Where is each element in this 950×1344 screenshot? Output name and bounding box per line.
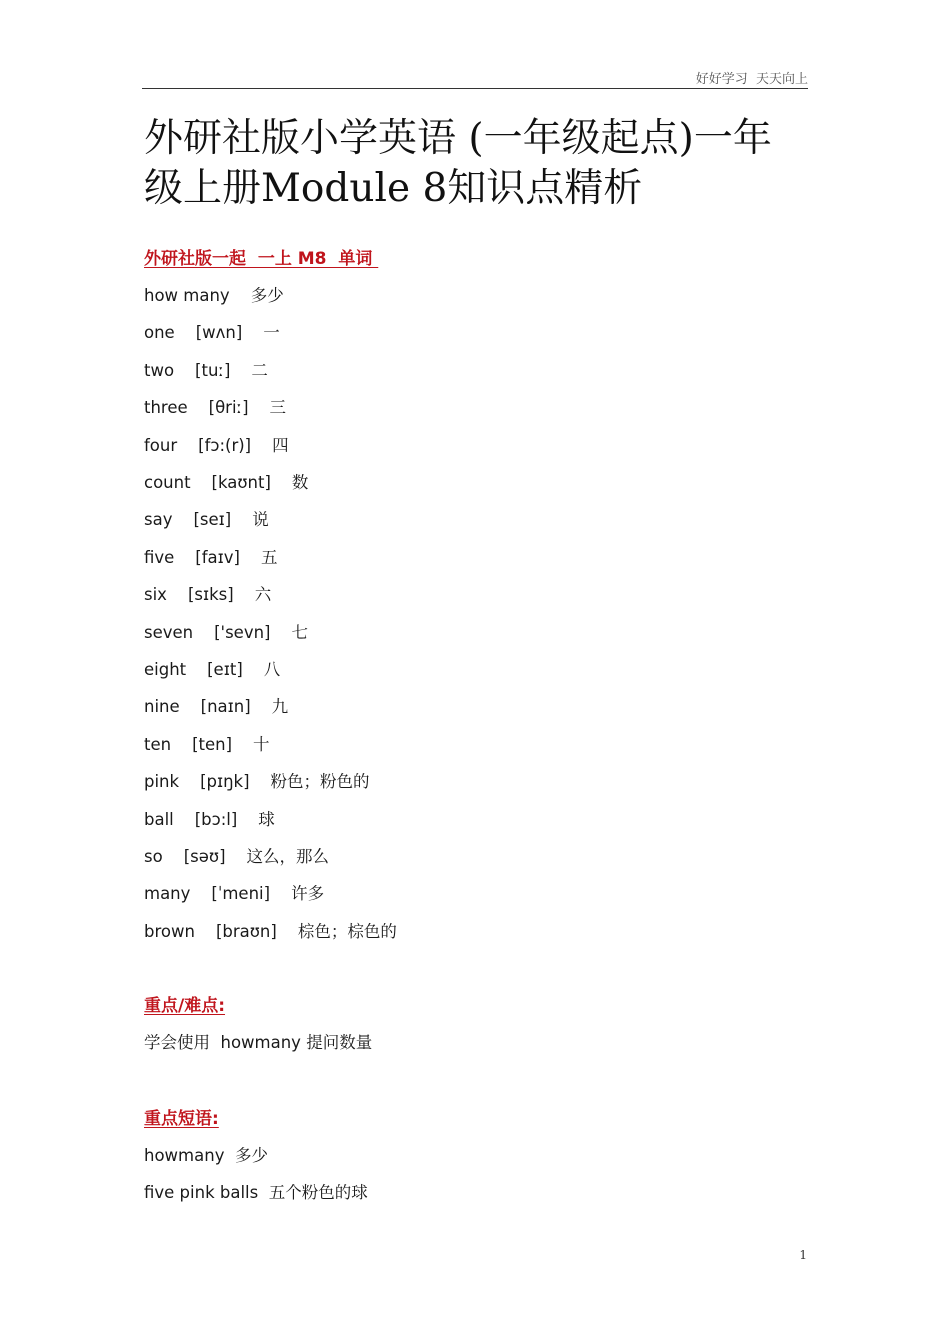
vocabulary-item — [144, 880, 324, 904]
vocabulary-word: say — [144, 510, 173, 530]
vocabulary-phonetic: [kaʊnt] — [211, 473, 271, 492]
vocabulary-word: eight — [144, 660, 187, 679]
page-header-text: 好好学习 天天向上 — [695, 72, 808, 87]
vocabulary-word: two — [144, 360, 175, 380]
vocabulary-word: four — [144, 435, 178, 455]
vocabulary-item — [144, 469, 308, 493]
key-phrase-item — [144, 1142, 268, 1166]
vocabulary-item — [144, 357, 268, 381]
key-phrase-item — [144, 1179, 368, 1203]
vocabulary-word: three — [144, 398, 188, 418]
vocabulary-item — [144, 843, 329, 867]
vocabulary-meaning: 一 — [263, 323, 280, 343]
vocabulary-meaning: 说 — [252, 510, 269, 530]
vocabulary-item — [144, 806, 275, 830]
vocabulary-meaning: 数 — [291, 473, 309, 492]
vocabulary-meaning: 九 — [271, 697, 289, 717]
vocabulary-heading: 外研社版一起 一上 M8 单词 — [144, 249, 379, 269]
vocabulary-phonetic: [ˈmeni] — [211, 884, 271, 904]
vocabulary-phonetic: [ten] — [192, 734, 233, 754]
vocabulary-word: many — [144, 884, 191, 904]
vocabulary-phonetic: [pɪŋk] — [200, 772, 250, 792]
vocabulary-meaning: 许多 — [291, 884, 325, 904]
key-phrase-chinese: 多少 — [234, 1146, 268, 1165]
vocabulary-meaning: 多少 — [250, 286, 284, 305]
vocabulary-item — [144, 506, 269, 530]
vocabulary-word: pink — [144, 772, 180, 792]
vocabulary-item — [144, 432, 289, 456]
vocabulary-phonetic: [seɪ] — [193, 510, 232, 530]
vocabulary-item — [144, 768, 370, 792]
key-phrase-english: five pink balls — [144, 1183, 259, 1203]
key-points-heading: 重点/难点: — [144, 996, 226, 1016]
vocabulary-word: six — [144, 585, 167, 605]
key-phrase-chinese: 五个粉色的球 — [268, 1183, 368, 1203]
vocabulary-word: ten — [144, 734, 172, 754]
title-line-1: 外研社版小学英语 (一年级起点)一年 — [144, 116, 772, 161]
vocabulary-phonetic: [faɪv] — [195, 547, 240, 567]
vocabulary-meaning: 七 — [291, 622, 308, 642]
vocabulary-item — [144, 544, 277, 568]
key-points-text: 学会使用 howmany 提问数量 — [144, 1033, 373, 1052]
page-number: 1 — [799, 1248, 807, 1262]
vocabulary-phonetic: [wʌn] — [195, 323, 243, 343]
vocabulary-word: count — [144, 473, 191, 492]
vocabulary-phonetic: [fɔ:(r)] — [198, 435, 252, 455]
vocabulary-meaning: 八 — [263, 660, 281, 679]
vocabulary-phonetic: [naɪn] — [200, 697, 251, 717]
vocabulary-meaning: 四 — [272, 435, 289, 455]
vocabulary-meaning: 二 — [251, 360, 268, 380]
vocabulary-meaning: 粉色；粉色的 — [270, 772, 370, 792]
vocabulary-meaning: 棕色；棕色的 — [297, 921, 397, 941]
vocabulary-phonetic: [bɔ:l] — [194, 809, 238, 829]
vocabulary-word: brown — [144, 921, 195, 941]
header-divider — [142, 88, 808, 89]
key-phrase-english: howmany — [144, 1146, 225, 1165]
vocabulary-meaning: 十 — [253, 734, 270, 754]
vocabulary-item — [144, 319, 280, 343]
vocabulary-phonetic: ['sevn] — [214, 622, 271, 642]
vocabulary-item — [144, 581, 271, 605]
vocabulary-item — [144, 918, 397, 942]
vocabulary-word: seven — [144, 622, 194, 642]
vocabulary-item — [144, 619, 308, 643]
vocabulary-phonetic: [θriː] — [208, 398, 249, 418]
vocabulary-item — [144, 394, 286, 418]
vocabulary-phonetic: [eɪt] — [207, 660, 243, 679]
vocabulary-word: nine — [144, 697, 180, 717]
vocabulary-word: one — [144, 323, 175, 343]
vocabulary-word: five — [144, 547, 175, 567]
vocabulary-meaning: 三 — [269, 398, 287, 418]
vocabulary-item — [144, 693, 288, 717]
vocabulary-phonetic: [tuː] — [195, 360, 231, 380]
vocabulary-item — [144, 282, 284, 306]
vocabulary-phonetic: [braʊn] — [215, 921, 277, 941]
vocabulary-word: so — [144, 847, 163, 866]
vocabulary-word: ball — [144, 809, 174, 829]
vocabulary-word: how many — [144, 286, 230, 305]
vocabulary-meaning: 五 — [260, 547, 278, 567]
vocabulary-meaning: 六 — [254, 585, 272, 605]
vocabulary-phonetic: [sɪks] — [187, 585, 234, 605]
document-title — [144, 114, 824, 214]
vocabulary-item — [144, 656, 280, 680]
key-phrases-heading: 重点短语: — [144, 1109, 219, 1129]
vocabulary-meaning: 球 — [258, 809, 275, 829]
vocabulary-item — [144, 731, 270, 755]
vocabulary-phonetic: [səʊ] — [183, 847, 226, 866]
title-line-2: 级上册Module 8知识点精析 — [144, 166, 643, 211]
vocabulary-meaning: 这么，那么 — [246, 847, 329, 866]
